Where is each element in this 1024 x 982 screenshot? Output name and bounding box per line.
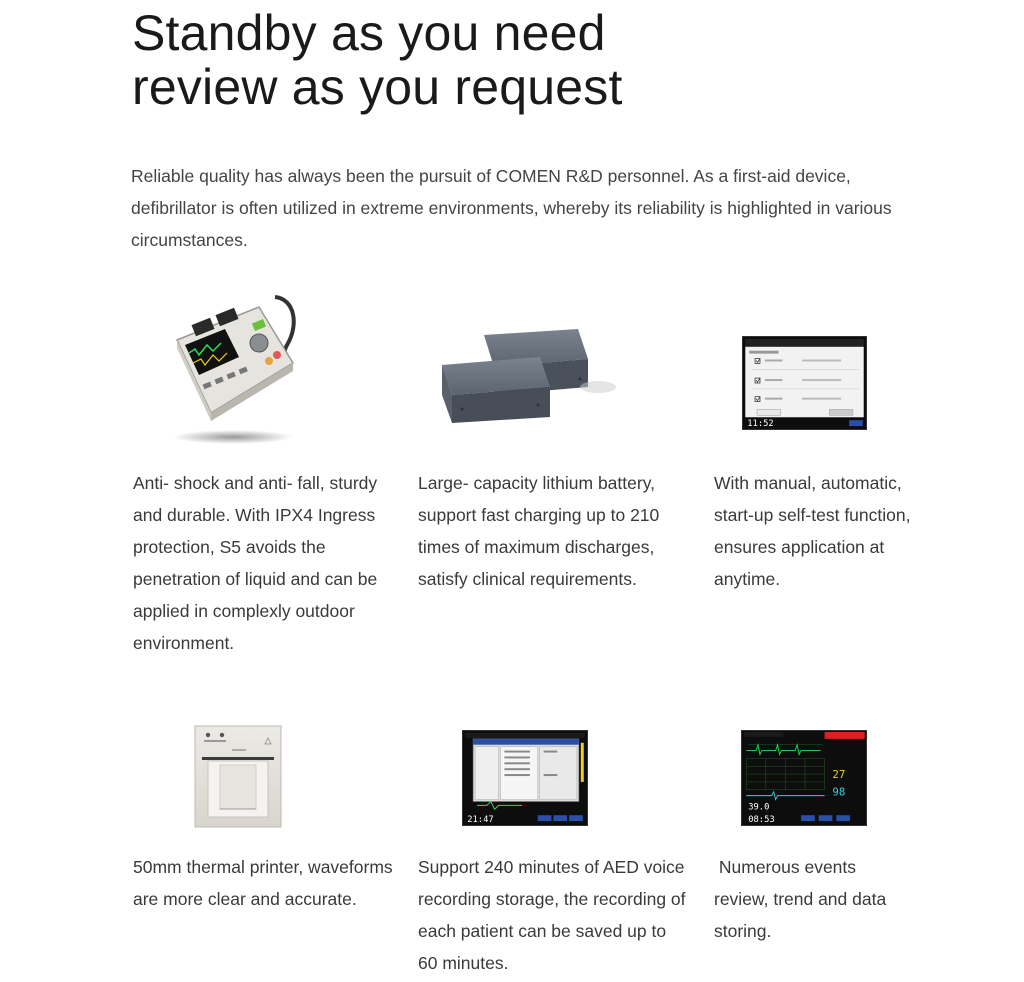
- events-screen-time: 08:53: [748, 815, 775, 826]
- events-review-screen-image: [741, 730, 867, 826]
- feature-printer-text: 50mm thermal printer, waveforms are more clear and accurate.: [133, 857, 393, 909]
- aed-recording-screen-image: [462, 730, 588, 826]
- headline-line-2: review as you request: [132, 59, 623, 115]
- self-test-screen-image: [742, 336, 867, 430]
- events-reading-heart-rate: 27: [832, 768, 846, 781]
- feature-aed-recording-text: Support 240 minutes of AED voice recording storage, the recording of each patient can be saved up to 60 minutes.: [418, 857, 686, 973]
- defibrillator-device-image: [163, 285, 303, 450]
- lithium-battery-image: [438, 325, 618, 425]
- headline-line-1: Standby as you need: [132, 5, 606, 61]
- feature-battery-text: Large- capacity lithium battery, support fast charging up to 210 times of maximum discharges, satisfy clinical requirements.: [418, 473, 660, 589]
- events-reading-temperature: 39.0: [748, 802, 770, 813]
- self-test-screen-time: 11:52: [747, 419, 774, 430]
- thermal-printer-image: [194, 725, 282, 828]
- aed-screen-time: 21:47: [467, 815, 494, 826]
- intro-paragraph: Reliable quality has always been the pursuit of COMEN R&D personnel. As a first-aid device, defibrillator is often utilized in extreme environments, whereby its reliability is highlighted in various circumstances.: [131, 166, 892, 250]
- feature-self-test-text: With manual, automatic, start-up self-test function, ensures application at anytime.: [714, 473, 911, 589]
- page-headline: [132, 6, 623, 114]
- feature-sturdy-text: Anti- shock and anti- fall, sturdy and durable. With IPX4 Ingress protection, S5 avoids the penetration of liquid and can be applied in complexly outdoor environment.: [133, 473, 378, 653]
- feature-events-review-text: Numerous events review, trend and data storing.: [714, 857, 892, 941]
- events-reading-spo2: 98: [832, 785, 846, 799]
